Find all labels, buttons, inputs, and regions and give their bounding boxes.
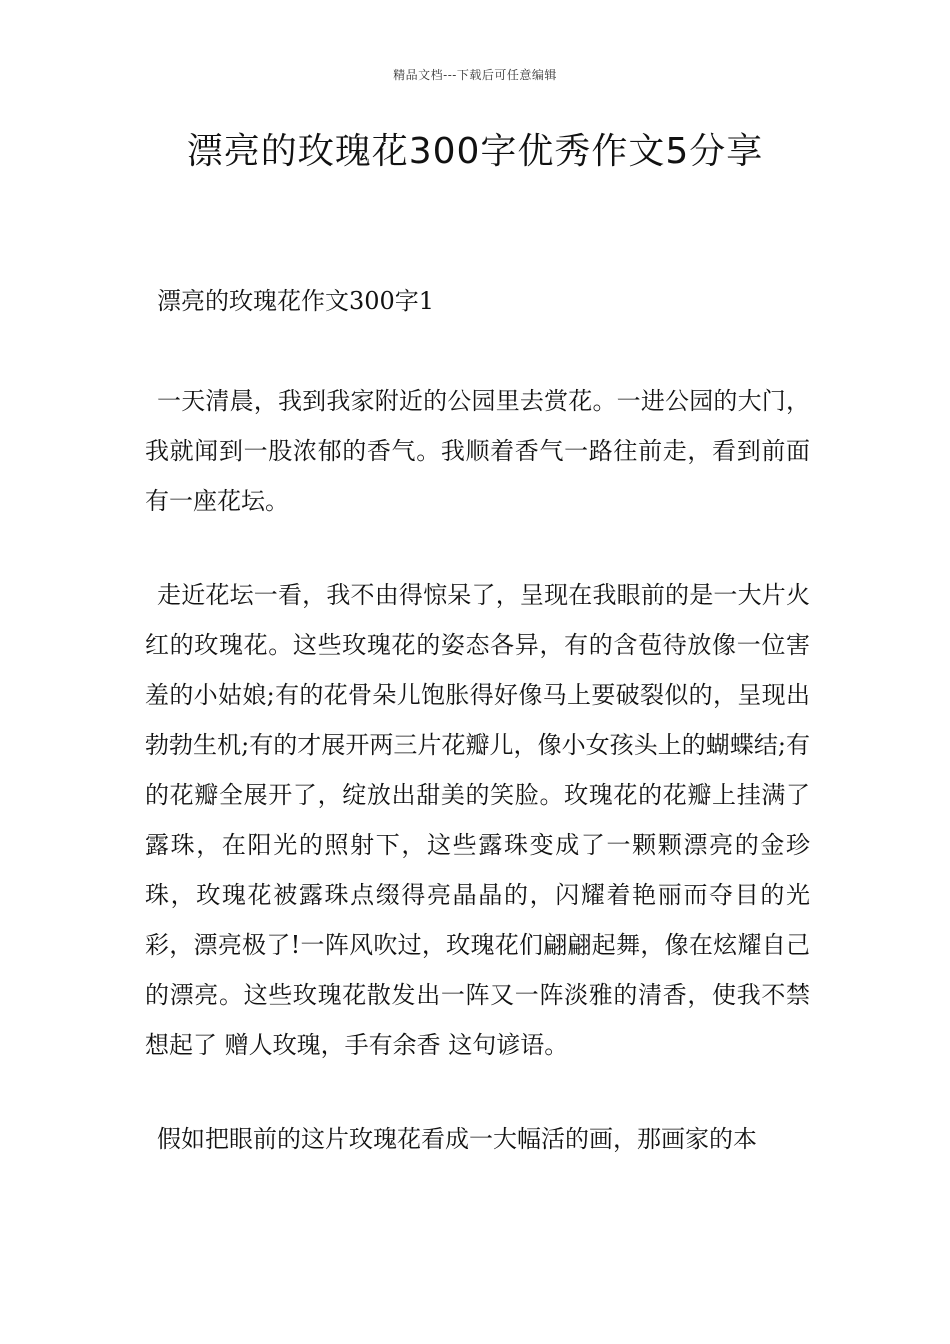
paragraph-2: 走近花坛一看，我不由得惊呆了，呈现在我眼前的是一大片火红的玫瑰花。这些玫瑰花的姿态各异，有的含苞待放像一位害羞的小姑娘;有的花骨朵儿饱胀得好像马上要破裂似的，呈现出勃勃生机;有的才展开两三片花瓣儿，像小女孩头上的蝴蝶结;有的花瓣全展开了，绽放出甜美的笑脸。玫瑰花的花瓣上挂满了露珠，在阳光的照射下，这些露珠变成了一颗颗漂亮的金珍珠，玫瑰花被露珠点缀得亮晶晶的，闪耀着艳丽而夺目的光彩，漂亮极了!一阵风吹过，玫瑰花们翩翩起舞，像在炫耀自己的漂亮。这些玫瑰花散发出一阵又一阵淡雅的清香，使我不禁想起了 赠人玫瑰，手有余香 这句谚语。	[145, 581, 810, 1059]
header-note: 精品文档---下载后可任意编辑	[393, 68, 557, 82]
paragraph-gap	[145, 526, 810, 570]
paragraph-gap	[145, 326, 810, 376]
paragraph-3: 假如把眼前的这片玫瑰花看成一大幅活的画，那画家的本	[157, 1125, 757, 1153]
paragraph-1: 一天清晨，我到我家附近的公园里去赏花。一进公园的大门，我就闻到一股浓郁的香气。我顺着香气一路往前走，看到前面有一座花坛。	[145, 387, 810, 515]
document-body	[145, 276, 810, 1164]
paragraph-gap	[145, 1070, 810, 1114]
section-heading: 漂亮的玫瑰花作文300字1	[157, 287, 435, 315]
document-title: 漂亮的玫瑰花300字优秀作文5分享	[186, 131, 764, 172]
